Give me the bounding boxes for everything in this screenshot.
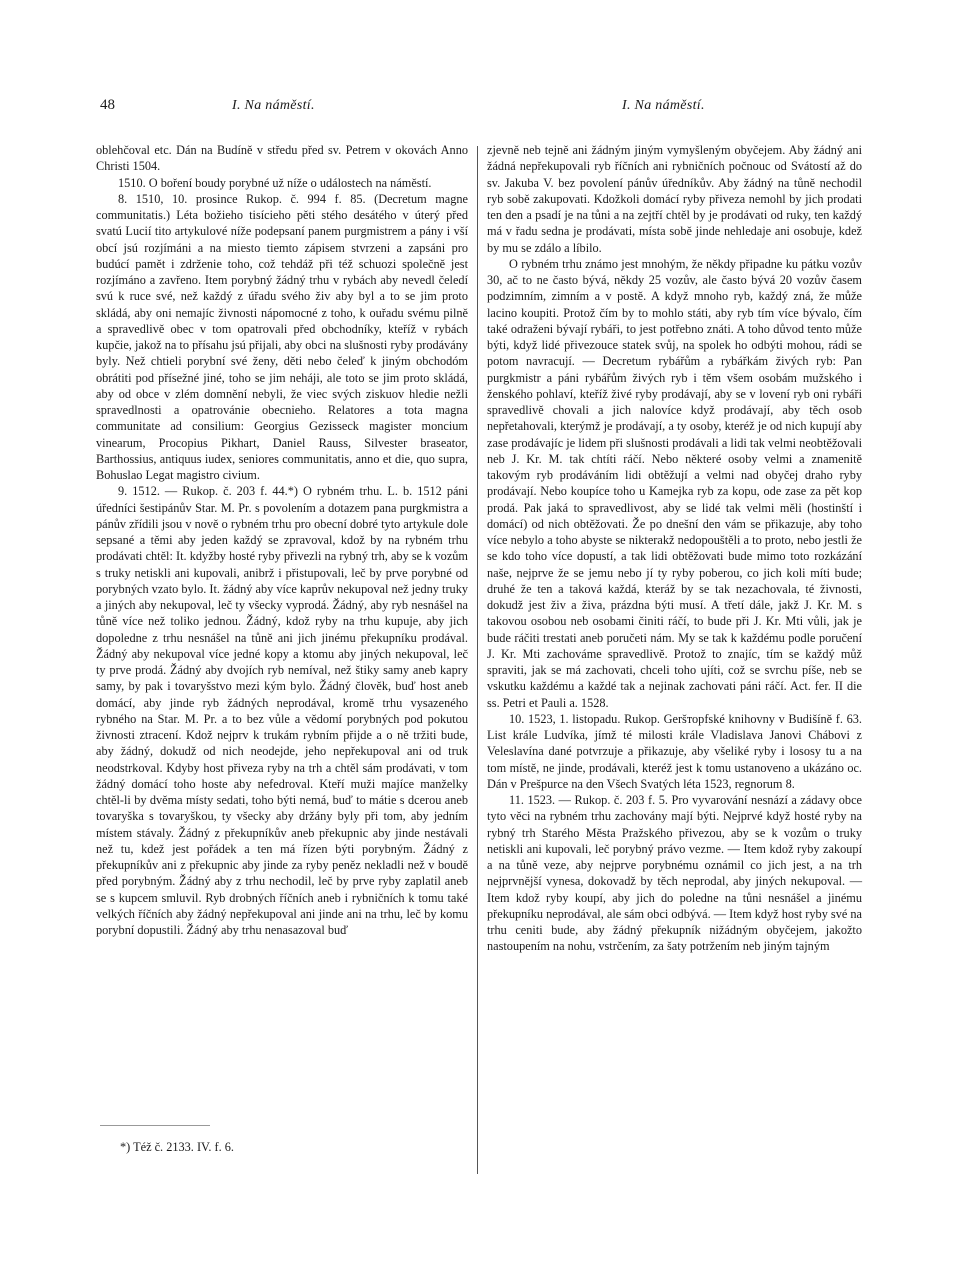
running-head-right: I. Na náměstí.: [622, 98, 705, 113]
paragraph: O rybném trhu známo jest mnohým, že někdy připadne ku pátku vozův 30, ač to ne často bývá, někdy 25 vozův, ale často bývá 20 vozův časem podzimním, zimním a v postě. A když mnoho ryb, každý zná, že může lacino koupiti. Protož čím by to mohlo státi, aby ryb tím více bývalo, čím také odraženi bývají rybáři, to jest potřebno znáti. A toho důvod tento může býti, když lidé přivezouce statek svůj, na spolek ho odbýti mohou, rádi se potom navracují. — Decretum rybářům a rybářkám živých ryb: Pan purgkmistr a páni rybářům živých ryb i těm všem osobám mužského i ženského pohlaví, kteříž živé ryby prodávají, aby se v lovení ryb oni rybáři spravedlivě chovali a jich nalovíce když prodávají, aby těch osob nepřetahovali, kterýmž je prodávají, a ty osoby, kteréž je od nich kupují aby zase prodávajíc je lidem při slušnosti prodávali a lidi tak velmi neobtěžovali neb J. Kr. M. tak chtíti ráčí. Nebo některé osoby velmi a znamenitě takovým ryb prodáváním lidi obtěžují a velmi nad obyčej draho ryby prodávají. Nebo koupíce toho u Kamejka ryb za kopu, ode zase za pět kop prodá. Pak jaká to spravedlivost, aby se lidé tak velmi měli (hostinští i domácí) od nich obtěžovati. Že po dnešní den vám se přikazuje, aby toho více nebylo a toho abyste se nikterakž nedopouštěli a to proto, nebo jestli že se kdo toho více dopustí, a tak lidi obtěžovati bude mimo toto rozkázání naše, nejprve že se jemu nebo jí ty ryby poberou, co jich koli míti bude; druhé že ten a taková každá, kteráž by se tak nezachovala, té živnosti, dokudž jest živ a živa, prázdna býti musí. A třetí dále, jakž J. Kr. M. s takovou osobou neb osobami činiti ráčí, to bude při J. Kr. Mti vůli, jak je bude ráčiti trestati aneb poručeti nám. My se tak k každému podle poručení J. Kr. Mti zachováme spravedlivě. Protož to znajíc, tím se každý můž spraviti, jak se má zachovati, chceli toho ujíti, což se svrchu píše, neb se vskutku každému a každé tak a nejinak zachovati páni ráčí. Act. fer. II die ss. Petri et Pauli a. 1528.: [487, 256, 862, 710]
running-head-left: I. Na náměstí.: [232, 98, 315, 113]
paragraph: 9. 1512. — Rukop. č. 203 f. 44.*) O rybném trhu. L. b. 1512 páni úředníci šestipánův Star. M. Pr. s povolením a dotazem pana purgkmistra a pánův zřídili jsou v nově o rybném trhu pro obecní dobré tyto artykule dole sepsané a těmi aby jeden každý se zpravoval, kdož by na rybném trhu prodávati chtěl: It. kdyžby hosté ryby přivezli na rybný trh, aby se k vozům s truky netiskli ani kupovali, anibrž i přistupovali, leč by prve porybné od porybných vzato bylo. It. žádný aby více kaprův nekupoval než jedny truky a jiných aby nekupoval, leč ty všecky vyprodá. Žádný, aby ryb nesnášel na tůně více než toliko jednou. Žádný, kdož ryby na trhu kupuje, aby jich dopoledne z trhu nesnášel na tůně ani jich jinému překupníku prodával. Žádný aby nekupoval více jedné kopy a ktomu aby jiných nekupoval, leč ty prve prodá. Žádný aby dvojích ryb nemíval, než štiky samy aneb kapry samy, by pak i tovaryšstvo mezi kým bylo. Žádný člověk, buď host aneb domácí, aby jinde ryb žádných neprodával, kromě trhu vysazeného rybného na Star. M. Pr. a to bez vůle a vědomí porybných pod pokutou živnosti ztracení. Kdož nejprv k trukám rybním přijde a o ně tržiti bude, aby žádný, dokudž od nich neodejde, jeho nepřekupoval ani od truk neodstrkoval. Kdyby host přiveza ryby na trh a chtěl sám prodávati, v tom žádný domácí toho hoste aby nefedroval. Kteří muži majíce manželky chtěl-li by dvěma místy sedati, toho býti nemá, buď to mátie s dcerou aneb tovaryška s tovaryškou, ty všecky aby držány byly při tom, aby jedním místem stávaly. Žádný z překupníkův aneb překupnic aby jinde nestávali než tu, kdež jest pořádek a ten má řízen býti porybným. Žádný z překupníkův ani z překupnic aby jinde za ryby peněz nekladli než v boudě před porybným. Žádný aby z trhu nechodil, leč by prve ryby zaplatil aneb se s kupcem smluvil. Ryb drobných říčních aneb i rybničních k tomu také velkých říčních aby žádný nepřekupoval ani jinde ani na trhu, leč by komu porybní dopustili. Žádný aby trhu nenasazoval buď: [96, 484, 468, 937]
paragraph: 8. 1510, 10. prosince Rukop. č. 994 f. 85. (Decretum magne communitatis.) Léta božieho tisícieho pěti stého desátého v úterý před svatú Lucií tito artykulové níže podepsaní panem purgmistrem a pány i vší obcí jsú rozjímáni a na miesto tiemto zápisem stvrzeni a zapsáni pro budúcí pamět i zdrženie toho, což tehdáž při též schuozi společně jest rozjímáno a zavřeno. Item porybný žádný trhu v rybách aby nevedl čeledí svú k ruce své, než každý z úřadu svého živ aby byl a to se jim proto skládá, aby oni nemajíc živnosti nápomocné z toho, k ouřadu svému pilně a spravedlivě obec v tom opatrovali před obchodníky, kteříž v rybách kupčie, jakož na to přísahu jsú přijali, aby obci na slušnosti ryby prodávány byly. Než chtieli porybní své ženy, děti nebo čeleď k jiným obchodóm obrátiti pod přísežné jiné, toho se jim neháji, ale toto se jim proto skládá, aby od obce v zlém domnění nebyli, že viec svých ziskuov hledie nežli spravedlnosti a opatrovánie obecnieho. Relatores a tota magna communitate ad consilium: Georgius Gezisseck magister moncium vinearum, Procopius Pikhart, Daniel Rauss, Silvester braseator, Barthossius, antiquus iudex, seniores communitatis, anno et die, quo supra, Bohuslao Legat magistro civium.: [96, 191, 468, 482]
paragraph: 11. 1523. — Rukop. č. 203 f. 5. Pro vyvarování nesnází a zádavy obce tyto věci na rybném trhu zachovány mají býti. Nejprvé když hosté ryby na rybný trh Starého Města Pražského přivezou, aby se k vozům o truky netiskli ani kupovali, leč porybný právo vezme. — Item kdož ryby zakoupí a na tůně veze, aby nejprve porybnému oznámil co jich jest, a na trh nejprvnější vynesa, dokovadž by těch neprodal, aby jiných nekupoval. — Item kdož ryby koupí, aby jich do poledne na tůni nesnášel a jinému překupníku neprodával, ale sám obci odbývá. — Item když host ryby své na trhu ceniti bude, aby žádný překupník nižádným obyčejem, jakožto nastoupením na nohu, vstrčením, za šaty potržením neb jiným tajným: [487, 793, 862, 954]
footnote: *) Též č. 2133. IV. f. 6.: [120, 1140, 234, 1154]
paragraph: oblehčoval etc. Dán na Budíně v středu před sv. Petrem v okovách Anno Christi 1504.: [96, 143, 468, 174]
paragraph: 1510. O boření boudy porybné už níže o událostech na náměstí.: [118, 175, 432, 190]
right-column: [487, 142, 862, 955]
paragraph: 10. 1523, 1. listopadu. Rukop. Geršторfské knihovny v Budišíně f. 63. List krále Ludvíka, jímž té milosti krále Vladislava Janovi Chábovi z Veleslavína dané potvrzuje a přikazuje, aby všeliké ryby i lososy tu a na tom místě, ne jinde, prodávali, kteréž jest k tomu ustanoveno a ukázáno oc. Dán v Prešpurce na den Všech Svatých léta 1523, regnorum 8.: [487, 711, 862, 791]
column-divider: [477, 146, 478, 1174]
page-header: [0, 97, 960, 119]
footnote-rule: [100, 1125, 210, 1126]
page-number: 48: [100, 97, 115, 113]
left-column: [96, 142, 468, 938]
paragraph: zjevně neb tejně ani žádným jiným vymyšleným obyčejem. Aby žádný ani žádná nepřekupovali ryb říčních ani rybničních počnouc od Svátostí až do sv. Jakuba V. bez povolení pánův úředníkův. Aby žádný na tůně nechodil ryb sobě zakupovati. Kdožkoli domácí ryby přiveza nemohl by jich prodati ten den a psadí je na tůni a na zejtří chtěl by je prodávati od ruky, ten každý má v řadu sedna je prodávati, místa sobě jinde nehledaje ani osobuje, kdež by mu se zdálo a líbilo.: [487, 143, 862, 255]
